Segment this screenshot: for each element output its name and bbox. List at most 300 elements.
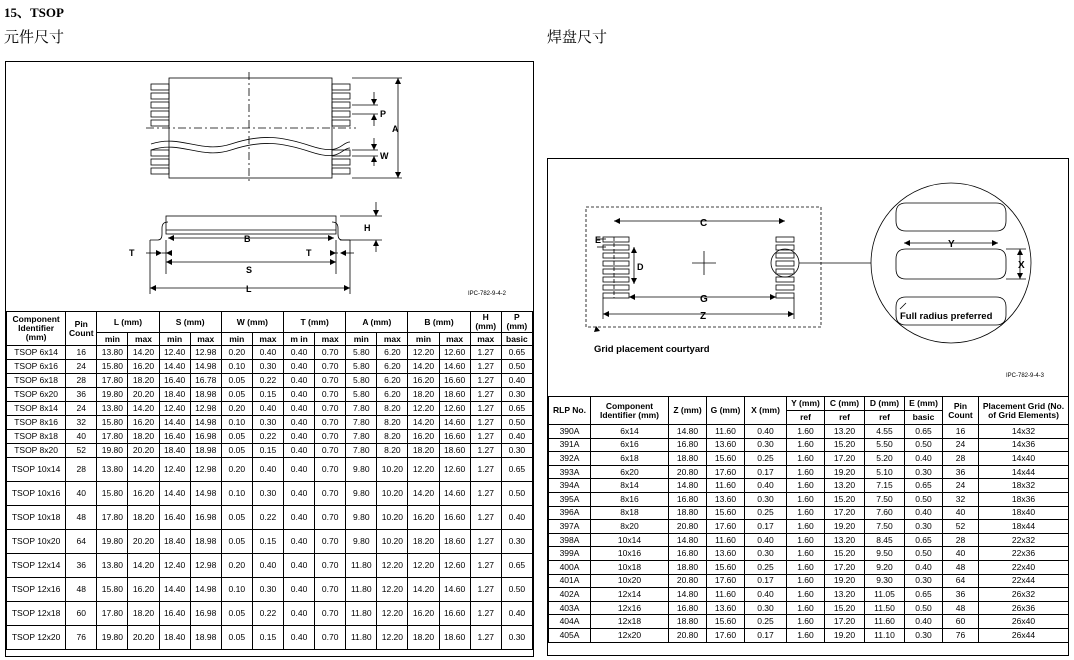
table-cell: 18.98 — [190, 530, 221, 554]
table-cell: 1.60 — [787, 560, 825, 574]
table-cell: 12x16 — [591, 601, 669, 615]
table-row — [549, 547, 1069, 561]
table-cell: 0.65 — [905, 533, 943, 547]
table-row — [549, 533, 1069, 547]
table-cell: 17.80 — [97, 602, 128, 626]
table-cell: 48 — [66, 578, 97, 602]
table-cell: 1.27 — [470, 416, 501, 430]
table-cell: 0.25 — [745, 452, 787, 466]
table-cell: 1.60 — [787, 452, 825, 466]
table-cell: 14.20 — [128, 346, 159, 360]
table-cell: 18.98 — [190, 444, 221, 458]
table-cell: 16.20 — [408, 506, 439, 530]
table-cell: 1.60 — [787, 574, 825, 588]
table-cell: 14.98 — [190, 578, 221, 602]
table-cell: 0.40 — [284, 578, 315, 602]
table-cell: 19.80 — [97, 444, 128, 458]
table-cell: 15.80 — [97, 482, 128, 506]
table-cell: 12x14 — [591, 588, 669, 602]
table-cell: 0.20 — [221, 402, 252, 416]
table-cell: 9.80 — [346, 458, 377, 482]
table-cell: 1.27 — [470, 602, 501, 626]
table-cell: 17.60 — [707, 520, 745, 534]
header-pin-count: Pin Count — [66, 312, 97, 346]
table-cell: 1.27 — [470, 506, 501, 530]
table-cell: 0.30 — [745, 601, 787, 615]
table-cell: 18x44 — [979, 520, 1069, 534]
table-cell: 20.80 — [669, 574, 707, 588]
table-cell: 0.30 — [501, 444, 532, 458]
table-cell: 18.20 — [128, 506, 159, 530]
table-cell: 12.60 — [439, 458, 470, 482]
table-cell: 18x40 — [979, 506, 1069, 520]
table-cell: 11.60 — [707, 588, 745, 602]
table-cell: 0.50 — [905, 601, 943, 615]
table-cell: 0.50 — [905, 438, 943, 452]
table-cell: 10x20 — [591, 574, 669, 588]
component-identifier-cell: TSOP 6x18 — [7, 374, 66, 388]
table-cell: 17.80 — [97, 506, 128, 530]
table-cell: 0.70 — [315, 346, 346, 360]
table-cell: 7.60 — [865, 506, 905, 520]
table-cell: 0.30 — [745, 547, 787, 561]
table-row — [549, 452, 1069, 466]
table-row — [549, 465, 1069, 479]
table-cell: 17.60 — [707, 465, 745, 479]
table-cell: 5.50 — [865, 438, 905, 452]
table-cell: 16.60 — [439, 602, 470, 626]
table-cell: 10.20 — [377, 530, 408, 554]
table-cell: 16.98 — [190, 506, 221, 530]
table-cell: 1.60 — [787, 438, 825, 452]
table-cell: 11.10 — [865, 628, 905, 642]
table-cell: 1.27 — [470, 402, 501, 416]
table-cell: 0.65 — [905, 588, 943, 602]
component-identifier-cell: TSOP 12x16 — [7, 578, 66, 602]
table-cell: 0.40 — [745, 533, 787, 547]
table-row — [549, 601, 1069, 615]
table-cell: 0.30 — [905, 574, 943, 588]
table-cell: 1.27 — [470, 430, 501, 444]
table-cell: 14.40 — [159, 416, 190, 430]
table-cell: 22x40 — [979, 560, 1069, 574]
table-cell: 12.20 — [377, 554, 408, 578]
table-cell: 14x32 — [979, 425, 1069, 439]
table-cell: 0.05 — [221, 444, 252, 458]
table-cell: 16.40 — [159, 602, 190, 626]
table-cell: 14.60 — [439, 578, 470, 602]
table-cell: 40 — [943, 547, 979, 561]
table-cell: 0.50 — [501, 416, 532, 430]
table-cell: 9.50 — [865, 547, 905, 561]
table-cell: 20.20 — [128, 388, 159, 402]
table-cell: 18x36 — [979, 492, 1069, 506]
rlp-number-cell: 401A — [549, 574, 591, 588]
header-min: m in — [284, 333, 315, 346]
table-cell: 0.05 — [221, 626, 252, 650]
dim-label-p: P — [380, 109, 387, 119]
header-min: min — [221, 333, 252, 346]
table-cell: 11.05 — [865, 588, 905, 602]
table-cell: 11.60 — [865, 615, 905, 629]
table-cell: 0.40 — [284, 360, 315, 374]
table-cell: 10.20 — [377, 458, 408, 482]
table-row — [7, 530, 533, 554]
table-cell: 14.20 — [128, 458, 159, 482]
table-cell: 0.65 — [501, 346, 532, 360]
table-cell: 16.80 — [669, 547, 707, 561]
header-max: max — [439, 333, 470, 346]
table-cell: 18.20 — [128, 602, 159, 626]
table-cell: 0.70 — [315, 430, 346, 444]
table-cell: 10x18 — [591, 560, 669, 574]
table-cell: 1.60 — [787, 492, 825, 506]
table-cell: 0.17 — [745, 520, 787, 534]
table-cell: 17.60 — [707, 574, 745, 588]
table-cell: 1.60 — [787, 588, 825, 602]
table-cell: 6.20 — [377, 374, 408, 388]
table-row — [7, 402, 533, 416]
table-cell: 10x16 — [591, 547, 669, 561]
table-cell: 0.10 — [221, 482, 252, 506]
table-cell: 5.10 — [865, 465, 905, 479]
table-cell: 18.40 — [159, 530, 190, 554]
rlp-number-cell: 405A — [549, 628, 591, 642]
table-cell: 13.80 — [97, 458, 128, 482]
table-cell: 12x18 — [591, 615, 669, 629]
table-cell: 8.20 — [377, 444, 408, 458]
header-z: Z (mm) — [669, 397, 707, 425]
table-cell: 12.60 — [439, 402, 470, 416]
figure-id-right: IPC-782-9-4-3 — [1006, 373, 1045, 379]
header-e: E (mm) — [905, 397, 943, 411]
table-row — [7, 482, 533, 506]
table-cell: 0.25 — [745, 560, 787, 574]
table-cell: 18.80 — [669, 615, 707, 629]
table-row — [7, 360, 533, 374]
table-cell: 0.40 — [905, 615, 943, 629]
table-cell: 10.20 — [377, 482, 408, 506]
header-x: X (mm) — [745, 397, 787, 425]
table-cell: 28 — [66, 374, 97, 388]
table-cell: 60 — [66, 602, 97, 626]
table-cell: 18.40 — [159, 388, 190, 402]
table-cell: 1.60 — [787, 615, 825, 629]
table-cell: 7.80 — [346, 402, 377, 416]
table-cell: 0.30 — [252, 578, 283, 602]
table-cell: 0.40 — [252, 554, 283, 578]
table-cell: 17.60 — [707, 628, 745, 642]
table-row — [7, 430, 533, 444]
table-cell: 20.20 — [128, 626, 159, 650]
table-cell: 0.17 — [745, 465, 787, 479]
dim-label-e: E — [595, 235, 602, 245]
table-row — [549, 506, 1069, 520]
table-cell: 13.60 — [707, 492, 745, 506]
component-outline-drawing — [6, 62, 533, 310]
rlp-number-cell: 402A — [549, 588, 591, 602]
table-cell: 48 — [943, 560, 979, 574]
table-cell: 12.20 — [377, 578, 408, 602]
rlp-number-cell: 391A — [549, 438, 591, 452]
table-cell: 5.80 — [346, 360, 377, 374]
header-max: max — [190, 333, 221, 346]
table-cell: 12.20 — [408, 458, 439, 482]
table-cell: 12.60 — [439, 346, 470, 360]
table-cell: 40 — [66, 430, 97, 444]
table-cell: 26x32 — [979, 588, 1069, 602]
table-cell: 16.98 — [190, 602, 221, 626]
table-cell: 76 — [943, 628, 979, 642]
table-cell: 15.80 — [97, 360, 128, 374]
table-cell: 9.80 — [346, 530, 377, 554]
table-row — [549, 588, 1069, 602]
table-cell: 17.80 — [97, 374, 128, 388]
table-cell: 18.80 — [669, 560, 707, 574]
table-cell: 12.40 — [159, 346, 190, 360]
table-cell: 14.80 — [669, 533, 707, 547]
table-cell: 24 — [943, 479, 979, 493]
table-cell: 1.60 — [787, 533, 825, 547]
table-cell: 14.20 — [128, 402, 159, 416]
table-cell: 11.50 — [865, 601, 905, 615]
component-dimensions-table — [6, 311, 533, 650]
table-cell: 1.27 — [470, 374, 501, 388]
table-cell: 0.70 — [315, 402, 346, 416]
table-cell: 16.20 — [128, 482, 159, 506]
table-cell: 20.80 — [669, 628, 707, 642]
table-cell: 17.20 — [825, 506, 865, 520]
table-cell: 7.80 — [346, 444, 377, 458]
table-cell: 6x16 — [591, 438, 669, 452]
table-cell: 16.80 — [669, 438, 707, 452]
table-cell: 12.20 — [377, 626, 408, 650]
dim-label-w: W — [380, 151, 389, 161]
table-cell: 0.30 — [501, 530, 532, 554]
table-row — [7, 346, 533, 360]
table-cell: 15.60 — [707, 615, 745, 629]
table-cell: 12.98 — [190, 346, 221, 360]
header-c: C (mm) — [825, 397, 865, 411]
table-cell: 15.80 — [97, 416, 128, 430]
table-cell: 64 — [66, 530, 97, 554]
table-cell: 32 — [943, 492, 979, 506]
rlp-number-cell: 398A — [549, 533, 591, 547]
table-cell: 16 — [66, 346, 97, 360]
header-d: D (mm) — [865, 397, 905, 411]
table-cell: 5.80 — [346, 374, 377, 388]
table-cell: 36 — [943, 465, 979, 479]
component-identifier-cell: TSOP 8x16 — [7, 416, 66, 430]
table-cell: 0.70 — [315, 360, 346, 374]
table-cell: 14x36 — [979, 438, 1069, 452]
rlp-number-cell: 393A — [549, 465, 591, 479]
table-cell: 0.05 — [221, 374, 252, 388]
table-row — [7, 554, 533, 578]
table-cell: 17.20 — [825, 452, 865, 466]
section-title: 15、TSOP — [4, 5, 64, 20]
rlp-number-cell: 404A — [549, 615, 591, 629]
table-cell: 0.40 — [284, 554, 315, 578]
table-cell: 18.80 — [669, 506, 707, 520]
table-cell: 18.60 — [439, 388, 470, 402]
table-cell: 12.20 — [408, 346, 439, 360]
header-min: min — [97, 333, 128, 346]
table-cell: 0.65 — [501, 402, 532, 416]
table-cell: 0.15 — [252, 530, 283, 554]
table-cell: 0.50 — [905, 492, 943, 506]
table-cell: 19.20 — [825, 574, 865, 588]
table-cell: 1.60 — [787, 479, 825, 493]
table-row — [7, 626, 533, 650]
table-cell: 16.60 — [439, 374, 470, 388]
table-cell: 15.60 — [707, 452, 745, 466]
table-cell: 13.60 — [707, 547, 745, 561]
courtyard-note: Grid placement courtyard — [594, 344, 710, 355]
table-cell: 0.40 — [284, 458, 315, 482]
table-cell: 0.40 — [745, 425, 787, 439]
table-cell: 13.20 — [825, 479, 865, 493]
table-cell: 5.20 — [865, 452, 905, 466]
dim-label-x: X — [1018, 260, 1025, 271]
table-cell: 8.20 — [377, 430, 408, 444]
component-identifier-cell: TSOP 6x14 — [7, 346, 66, 360]
rlp-number-cell: 392A — [549, 452, 591, 466]
table-cell: 18.60 — [439, 530, 470, 554]
table-cell: 11.80 — [346, 554, 377, 578]
table-cell: 36 — [66, 388, 97, 402]
table-cell: 15.20 — [825, 601, 865, 615]
table-cell: 14.60 — [439, 416, 470, 430]
header-min: min — [346, 333, 377, 346]
table-cell: 18.20 — [408, 388, 439, 402]
header-ref: ref — [865, 411, 905, 425]
table-cell: 48 — [66, 506, 97, 530]
header-min: min — [408, 333, 439, 346]
table-cell: 0.65 — [501, 458, 532, 482]
rlp-number-cell: 399A — [549, 547, 591, 561]
table-cell: 14x44 — [979, 465, 1069, 479]
component-identifier-cell: TSOP 6x20 — [7, 388, 66, 402]
table-cell: 11.60 — [707, 533, 745, 547]
table-cell: 13.20 — [825, 588, 865, 602]
table-cell: 1.60 — [787, 520, 825, 534]
table-cell: 0.40 — [501, 506, 532, 530]
table-row — [7, 602, 533, 626]
table-cell: 0.30 — [905, 465, 943, 479]
table-row — [549, 425, 1069, 439]
table-cell: 0.40 — [284, 602, 315, 626]
table-cell: 14.80 — [669, 588, 707, 602]
table-cell: 0.65 — [905, 479, 943, 493]
header-l: L (mm) — [97, 312, 159, 333]
table-cell: 18.98 — [190, 388, 221, 402]
table-cell: 10x14 — [591, 533, 669, 547]
table-cell: 0.22 — [252, 430, 283, 444]
table-cell: 0.50 — [501, 360, 532, 374]
table-cell: 40 — [66, 482, 97, 506]
table-cell: 24 — [66, 402, 97, 416]
table-cell: 0.70 — [315, 578, 346, 602]
table-cell: 12.20 — [377, 602, 408, 626]
table-cell: 0.70 — [315, 554, 346, 578]
table-cell: 0.50 — [905, 547, 943, 561]
table-cell: 0.17 — [745, 574, 787, 588]
table-cell: 24 — [943, 438, 979, 452]
header-component-identifier: Component Identifier (mm) — [7, 312, 66, 346]
table-cell: 13.80 — [97, 402, 128, 416]
table-cell: 0.50 — [501, 578, 532, 602]
table-cell: 6x14 — [591, 425, 669, 439]
component-identifier-cell: TSOP 8x18 — [7, 430, 66, 444]
table-cell: 52 — [66, 444, 97, 458]
table-cell: 0.22 — [252, 374, 283, 388]
table-cell: 0.40 — [252, 346, 283, 360]
table-cell: 1.60 — [787, 628, 825, 642]
component-identifier-cell: TSOP 12x18 — [7, 602, 66, 626]
table-cell: 36 — [943, 588, 979, 602]
table-cell: 14.98 — [190, 360, 221, 374]
table-cell: 14.20 — [408, 360, 439, 374]
table-cell: 18.98 — [190, 626, 221, 650]
table-cell: 14.60 — [439, 482, 470, 506]
header-s: S (mm) — [159, 312, 221, 333]
table-cell: 16.20 — [128, 416, 159, 430]
table-cell: 8.45 — [865, 533, 905, 547]
table-cell: 7.50 — [865, 520, 905, 534]
table-cell: 16.40 — [159, 506, 190, 530]
header-t: T (mm) — [284, 312, 346, 333]
table-cell: 0.40 — [284, 444, 315, 458]
table-cell: 1.27 — [470, 482, 501, 506]
table-cell: 0.30 — [745, 492, 787, 506]
dim-label-s: S — [246, 265, 253, 275]
table-cell: 0.05 — [221, 530, 252, 554]
table-cell: 0.40 — [284, 402, 315, 416]
table-cell: 22x32 — [979, 533, 1069, 547]
table-cell: 18.20 — [408, 626, 439, 650]
dim-label-y: Y — [948, 239, 955, 250]
table-cell: 16.40 — [159, 430, 190, 444]
rlp-number-cell: 394A — [549, 479, 591, 493]
table-cell: 0.10 — [221, 360, 252, 374]
component-identifier-cell: TSOP 8x20 — [7, 444, 66, 458]
rlp-number-cell: 403A — [549, 601, 591, 615]
table-cell: 18.20 — [408, 444, 439, 458]
table-row — [549, 438, 1069, 452]
rlp-number-cell: 390A — [549, 425, 591, 439]
table-cell: 12.98 — [190, 458, 221, 482]
table-row — [7, 444, 533, 458]
table-cell: 14.40 — [159, 578, 190, 602]
table-cell: 26x44 — [979, 628, 1069, 642]
figure-id-left: IPC-782-9-4-2 — [468, 291, 507, 297]
table-cell: 6.20 — [377, 388, 408, 402]
table-cell: 16.20 — [128, 578, 159, 602]
header-pin-count: Pin Count — [943, 397, 979, 425]
table-cell: 0.40 — [252, 402, 283, 416]
table-cell: 16.60 — [439, 430, 470, 444]
table-cell: 12.20 — [408, 402, 439, 416]
dim-label-z: Z — [700, 311, 707, 322]
table-cell: 22x44 — [979, 574, 1069, 588]
table-row — [549, 492, 1069, 506]
table-cell: 0.20 — [221, 458, 252, 482]
table-cell: 0.30 — [905, 628, 943, 642]
dim-label-t-left: T — [129, 248, 135, 258]
table-cell: 12.98 — [190, 402, 221, 416]
table-cell: 20.80 — [669, 465, 707, 479]
